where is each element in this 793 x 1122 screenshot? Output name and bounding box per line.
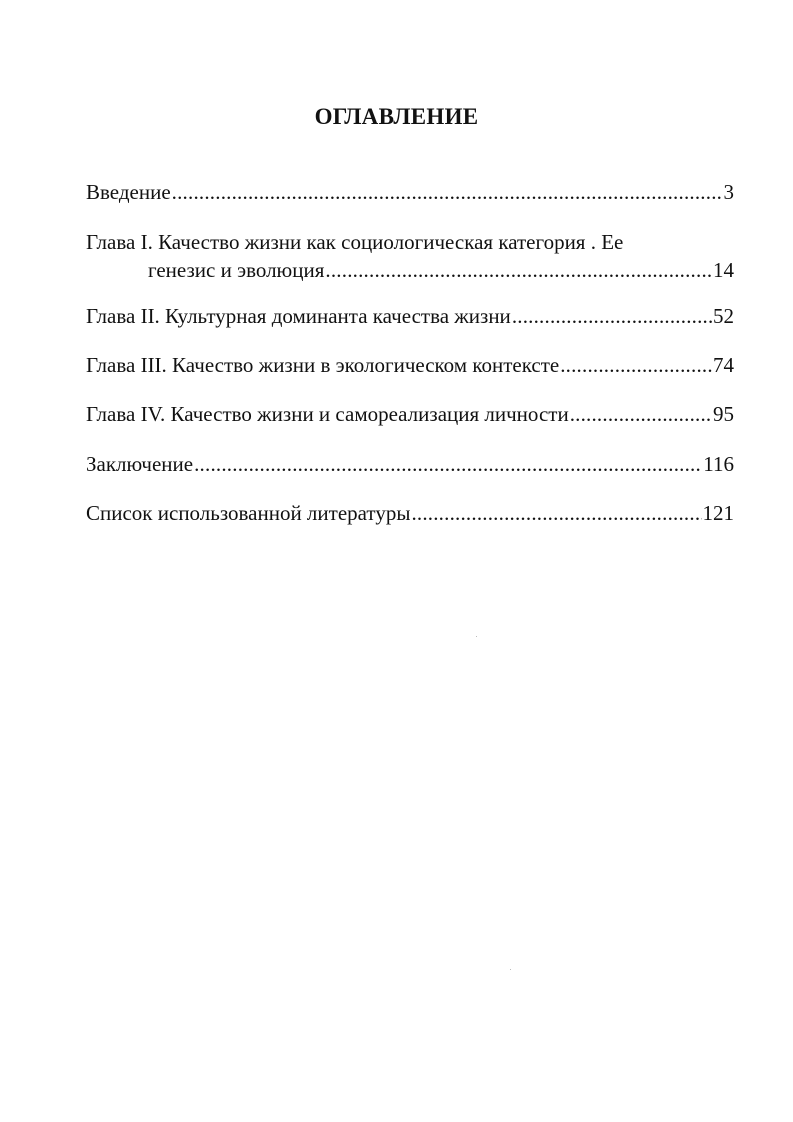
toc-entry-intro[interactable] xyxy=(86,178,734,206)
dot-leader xyxy=(325,256,712,284)
toc-entry-chapter-1[interactable] xyxy=(86,228,734,284)
toc-entry-label: Заключение xyxy=(86,452,194,476)
toc-page-number: 14 xyxy=(713,258,734,282)
dot-leader xyxy=(512,302,712,330)
toc-page-number: 74 xyxy=(713,353,734,377)
dot-leader xyxy=(411,499,701,527)
scan-speck xyxy=(476,636,477,637)
toc-entry-label: Глава IV. Качество жизни и самореализация личности xyxy=(86,402,569,426)
toc-entry-bibliography[interactable] xyxy=(86,499,734,527)
toc-entry-label: Глава I. Качество жизни как социологическая категория . Ее xyxy=(86,230,624,254)
toc-page-number: 3 xyxy=(723,180,734,204)
toc-page-number: 52 xyxy=(713,304,734,328)
dot-leader xyxy=(560,351,712,379)
toc-page-number: 121 xyxy=(702,501,734,525)
toc-entry-chapter-3[interactable] xyxy=(86,351,734,379)
toc-entry-label-continuation: генезис и эволюция xyxy=(148,258,325,282)
dot-leader xyxy=(172,178,723,206)
scan-speck xyxy=(510,969,511,970)
toc-page-number: 95 xyxy=(713,402,734,426)
toc-page-number: 116 xyxy=(703,452,734,476)
toc-entry-label: Введение xyxy=(86,180,171,204)
page-title: ОГЛАВЛЕНИЕ xyxy=(314,104,479,129)
toc-entry-chapter-4[interactable] xyxy=(86,400,734,428)
dot-leader xyxy=(194,450,702,478)
toc-entry-label: Глава III. Качество жизни в экологическом контексте xyxy=(86,353,560,377)
dot-leader xyxy=(570,400,712,428)
toc-entry-label: Список использованной литературы xyxy=(86,501,411,525)
toc-entry-conclusion[interactable] xyxy=(86,450,734,478)
toc-entry-label: Глава II. Культурная доминанта качества жизни xyxy=(86,304,511,328)
toc-entry-chapter-2[interactable] xyxy=(86,302,734,330)
